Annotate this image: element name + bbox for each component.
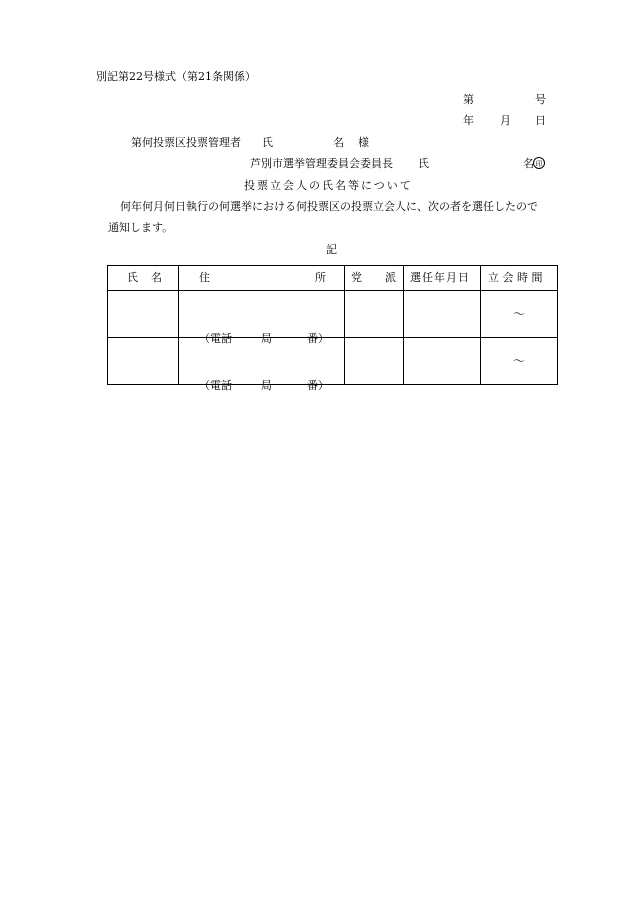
header-address [179,266,345,291]
addressee-honorific: 様 [358,136,369,149]
addressee-surname-label: 氏 [262,136,273,149]
cell-party[interactable] [345,338,404,385]
phone-number-label: 番） [307,332,329,345]
phone-exchange-label: 局 [261,379,272,392]
seal-mark: 印 [533,157,545,169]
header-appointment-date [404,266,481,291]
ki-label: 記 [326,243,337,256]
sender-name-label: 名 [523,157,534,170]
cell-appointment-date[interactable] [404,338,481,385]
phone-open-label: （電話 [199,332,232,345]
addressee-name-label: 名 [333,136,344,149]
body-text-line2: 通知します。 [108,221,174,234]
addressee-title: 第何投票区投票管理者 [131,136,241,149]
cell-address[interactable] [179,291,345,345]
header-attendance-hours [481,266,558,291]
cell-name[interactable] [108,291,179,338]
poll-witness-table [107,265,558,392]
phone-number-label: 番） [307,379,329,392]
phone-exchange-label: 局 [261,332,272,345]
header-appointment-date-label: 選任年月日 [410,271,470,284]
time-range-tilde: ～ [512,307,525,321]
body-text-line1: 何年何月何日執行の何選挙における何投票区の投票立会人に、次の者を選任したので [120,200,538,213]
cell-name[interactable] [108,338,179,385]
table-header-row [108,266,558,291]
sender-title: 芦別市選挙管理委員会委員長 [250,157,393,170]
table-row [108,338,558,385]
time-range-tilde: ～ [512,354,525,368]
cell-appointment-date[interactable] [404,291,481,338]
header-party-part1: 党 [351,271,362,284]
cell-attendance-hours[interactable] [481,338,558,385]
cell-attendance-hours[interactable] [481,291,558,338]
header-address-part2: 所 [315,271,326,284]
header-name [108,266,179,291]
phone-open-label: （電話 [199,379,232,392]
table-row [108,291,558,338]
header-party-part2: 派 [385,271,396,284]
header-name-part2: 名 [151,271,162,284]
document-number-suffix: 号 [535,93,546,106]
document-subject: 投票立会人の氏名等について [244,179,413,192]
header-attendance-hours-label: 立 会 時 間 [488,271,543,284]
header-party [345,266,404,291]
sender-surname-label: 氏 [418,157,429,170]
date-year-label: 年 [463,114,474,127]
date-month-label: 月 [500,114,511,127]
form-number: 別記第22号様式（第21条関係） [96,70,256,83]
cell-address[interactable] [179,338,345,392]
cell-party[interactable] [345,291,404,338]
date-day-label: 日 [535,114,546,127]
document-number-prefix: 第 [463,93,474,106]
header-name-part1: 氏 [127,271,138,284]
header-address-part1: 住 [199,271,210,284]
